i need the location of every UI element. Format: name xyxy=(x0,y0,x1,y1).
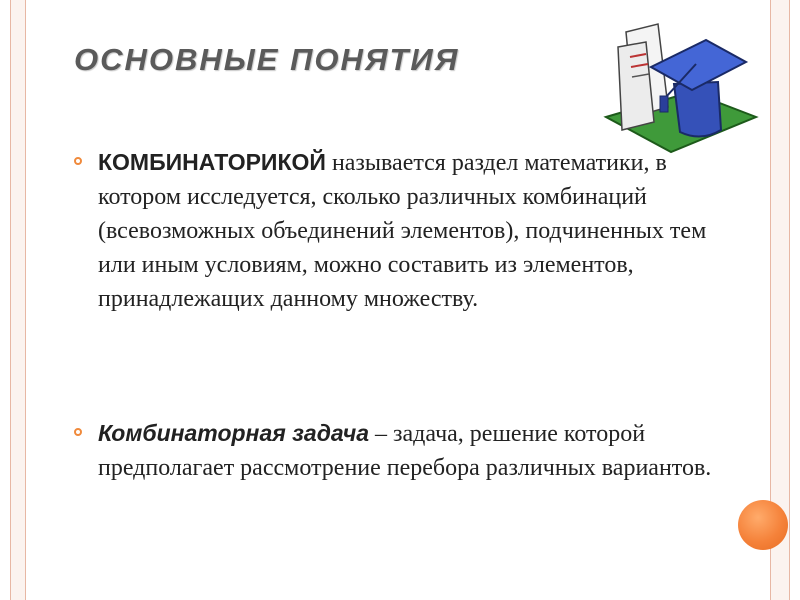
decorative-orange-circle xyxy=(738,500,788,550)
term-combinatorial-task: Комбинаторная задача xyxy=(98,420,370,446)
left-border-stripe xyxy=(10,0,26,600)
task-definition-text: – задача, решение которой предполагает рассмотрение перебора различных вариантов. xyxy=(98,421,712,481)
slide-title: ОСНОВНЫЕ ПОНЯТИЯ xyxy=(74,42,460,77)
graduation-cap-diploma-icon xyxy=(596,12,766,157)
bullet-item-definition xyxy=(74,145,734,316)
slide xyxy=(26,0,770,600)
bullet-item-combinatorial-task xyxy=(74,416,734,485)
definition-text: называется раздел математики, в котором исследуется, сколько различных комбинаций (всевозможных объединений элементов), подчиненных тем или иным условиям, можно составить из элементов, принадлежащих данному множеству. xyxy=(98,150,707,312)
term-combinatorics: КОМБИНАТОРИКОЙ xyxy=(98,149,326,175)
bullet-dot-icon xyxy=(74,157,82,165)
bullet-text xyxy=(98,145,734,316)
bullet-text xyxy=(98,416,734,485)
bullet-dot-icon xyxy=(74,428,82,436)
